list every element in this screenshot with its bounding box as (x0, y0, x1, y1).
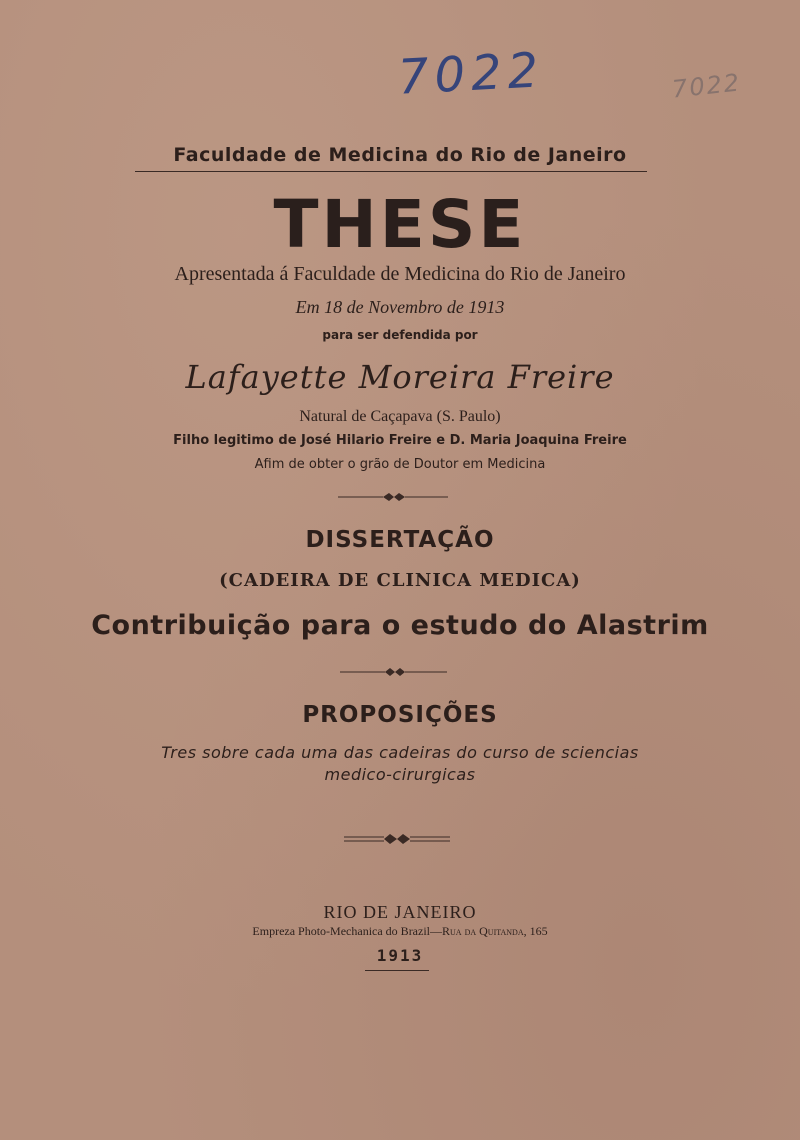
defended-by-line: para ser defendida por (322, 328, 478, 342)
handwritten-catalog-number: 7022 (396, 42, 546, 106)
degree-aim: Afim de obter o grão de Doutor em Medicina (254, 457, 546, 472)
author-name: Lafayette Moreira Freire (185, 358, 615, 396)
printer-line (0, 924, 800, 939)
printer-address: Rua da Quitanda, 165 (442, 924, 548, 938)
corner-catalog-number: 7022 (670, 68, 743, 104)
propositions-line-1: Tres sobre cada uma das cadeiras do curso de sciencias (161, 743, 639, 762)
publication-year: 1913 (376, 946, 424, 965)
footer-rule (365, 970, 429, 971)
author-birthplace: Natural de Caçapava (S. Paulo) (299, 408, 501, 425)
ornament-divider-3 (0, 832, 800, 846)
propositions-heading: PROPOSIÇÕES (302, 702, 498, 728)
dissertation-chair: (CADEIRA DE CLINICA MEDICA) (219, 570, 581, 591)
propositions-line-2: medico-cirurgicas (324, 765, 476, 784)
ornament-divider-1 (0, 490, 800, 504)
dissertation-title: Contribuição para o estudo do Alastrim (91, 610, 709, 641)
author-parents: Filho legitimo de José Hilario Freire e D. Maria Joaquina Freire (173, 433, 627, 448)
defense-date: Em 18 de Novembro de 1913 (295, 297, 505, 317)
faculty-heading: Faculdade de Medicina do Rio de Janeiro (173, 144, 627, 166)
header-rule (135, 171, 647, 172)
printer-name: Empreza Photo-Mechanica do Brazil— (252, 924, 443, 938)
presented-line: Apresentada á Faculdade de Medicina do Rio de Janeiro (174, 263, 626, 285)
ornament-divider-2 (0, 665, 800, 679)
dissertation-heading: DISSERTAÇÃO (305, 527, 495, 553)
document-title: THESE (273, 186, 527, 263)
publication-city: RIO DE JANEIRO (323, 902, 477, 922)
